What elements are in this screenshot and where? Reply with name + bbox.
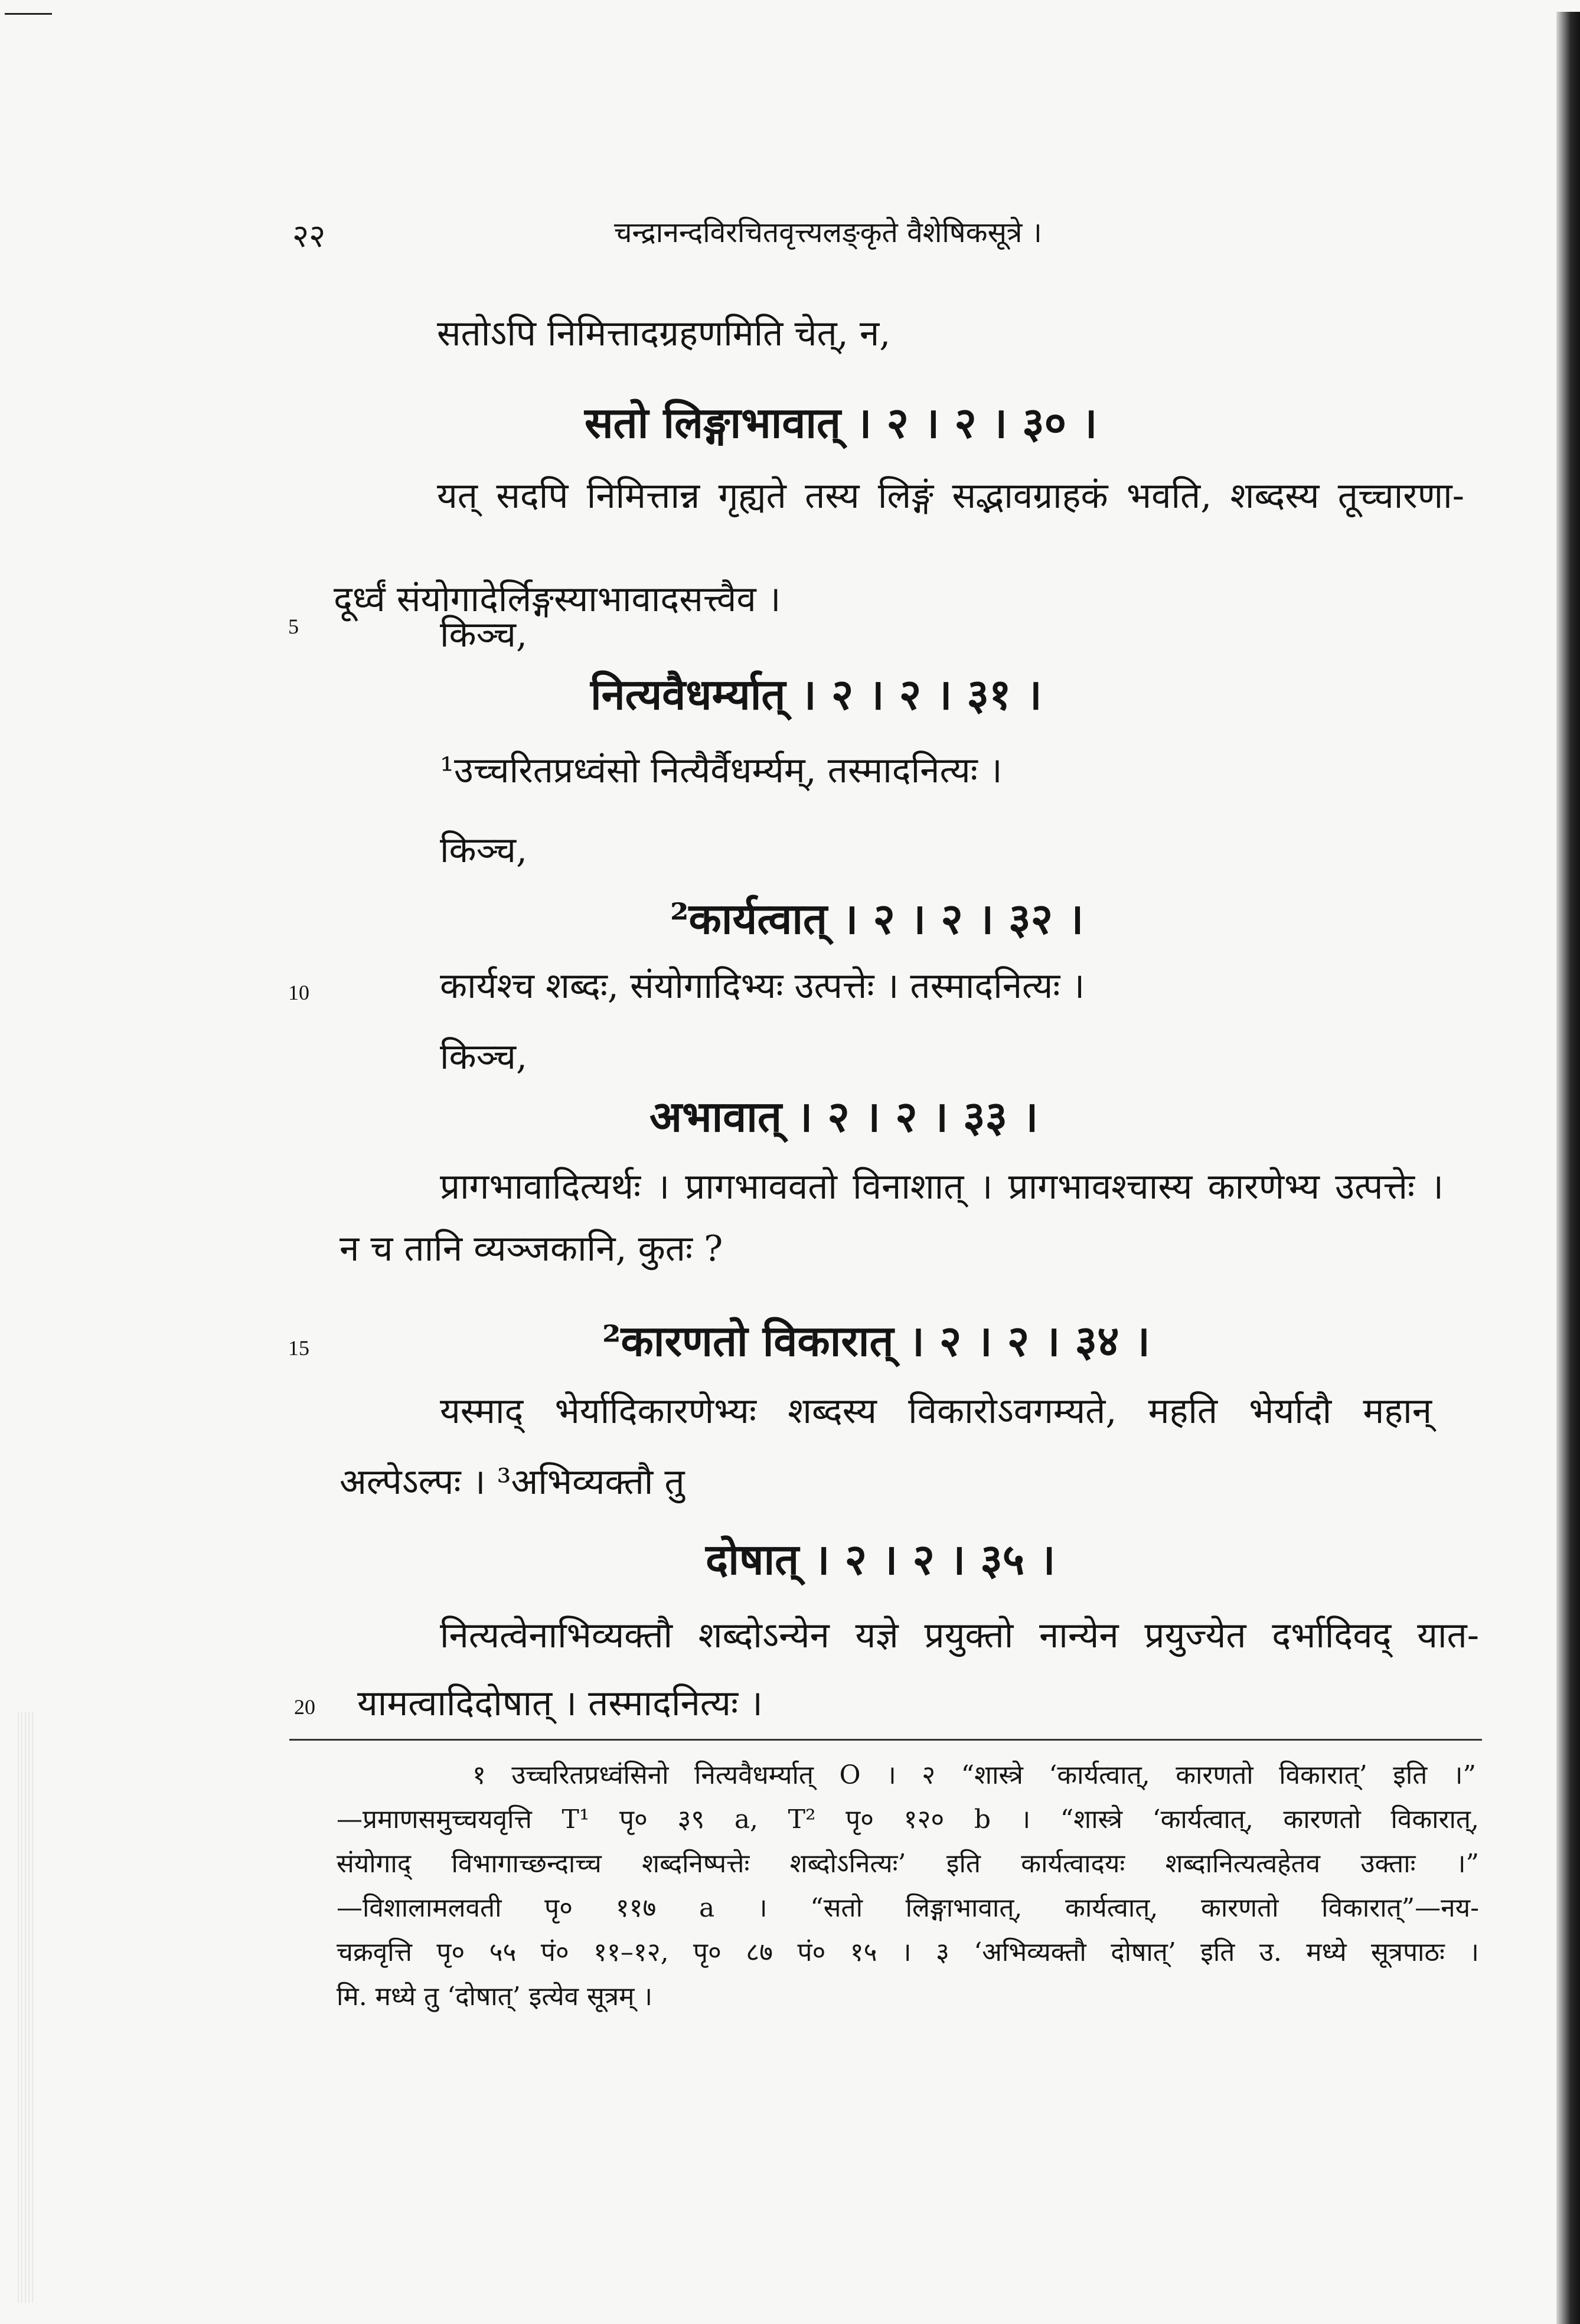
body-line-14: न च तानि व्यञ्जकानि, कुतः ? [339,1228,723,1269]
body-line-11: किञ्च, [440,1036,528,1078]
line-number-5: 5 [288,615,299,638]
body-line-4: दूर्ध्वं संयोगादेर्लिङ्गस्याभावादसत्त्वैव । [334,579,781,620]
sutra-2-2-33: अभावात् । २ । २ । ३३ । [649,1091,1039,1141]
body-line-5: किञ्च, [440,614,528,655]
running-title: चन्द्रानन्दविरचितवृत्त्यलङ्कृते वैशेषिकसूत्रे । [614,216,1042,249]
footnote-line-1: १ उच्चरितप्रध्वंसिनो नित्यवैधर्म्यात् O । २ “शास्त्रे ‘कार्यत्वात्, कारणतो विकारात्’ इति ।” [472,1760,1476,1790]
body-line-19: नित्यत्वेनाभिव्यक्तौ शब्दोऽन्येन यज्ञे प्रयुक्तो नान्येन प्रयुज्येत दर्भादिवद् यात- [440,1615,1479,1656]
body-line-10: कार्यश्च शब्दः, संयोगादिभ्यः उत्पत्तेः । तस्मादनित्यः । [440,965,1085,1007]
sutra-2-2-34: ²कारणतो विकारात् । २ । २ । ३४ । [602,1316,1150,1366]
scan-shadow-edge [1556,12,1580,2324]
body-line-16: यस्माद् भेर्यादिकारणेभ्यः शब्दस्य विकारोऽवगम्यते, महति भेर्यादौ महान् [440,1391,1432,1432]
sutra-2-2-31: नित्यवैधर्म्यात् । २ । २ । ३१ । [590,669,1042,719]
page-number: २२ [292,217,326,254]
scan-mark [5,13,52,15]
line-number-20: 20 [294,1695,315,1719]
footnote-rule [289,1739,1482,1741]
sutra-2-2-35: दोषात् । २ । २ । ३५ । [706,1534,1056,1584]
footnote-line-3: संयोगाद् विभागाच्छन्दाच्च शब्दनिष्पत्तेः शब्दोऽनित्यः’ इति कार्यत्वादयः शब्दानित्यत्वहेतव उक्ताः ।” [337,1849,1479,1879]
sutra-2-2-30: सतो लिङ्गाभावात् । २ । २ । ३० । [585,397,1098,448]
body-line-20: यामत्वादिदोषात् । तस्मादनित्यः । [357,1683,763,1724]
body-line-17: अल्पेऽल्पः । ³अभिव्यक्तौ तु [339,1461,685,1503]
body-line-3: यत् सदपि निमित्तान्न गृह्यते तस्य लिङ्गं सद्भावग्राहकं भवति, शब्दस्य तूच्चारणा- [437,475,1464,517]
sutra-2-2-32: ²कार्यत्वात् । २ । २ । ३२ । [670,893,1084,944]
scan-gutter-texture [18,1712,35,2303]
body-line-13: प्रागभावादित्यर्थः । प्रागभाववतो विनाशात् । प्रागभावश्चास्य कारणेभ्य उत्पत्तेः । [440,1166,1444,1207]
body-line-8: किञ्च, [440,830,528,871]
footnote-line-2: —प्रमाणसमुच्चयवृत्ति T¹ पृ० ३९ a, T² पृ० १२० b । “शास्त्रे ‘कार्यत्वात्, कारणतो विकारात्, [337,1804,1479,1835]
line-number-10: 10 [288,981,309,1004]
footnote-line-6: मि. मध्ये तु ‘दोषात्’ इत्येव सूत्रम् । [337,1982,653,2012]
footnote-line-5: चक्रवृत्ति पृ० ५५ पं० ११–१२, पृ० ८७ पं० १५ । ३ ‘अभिव्यक्तौ दोषात्’ इति उ. मध्ये सूत्रपाठः । [337,1937,1479,1967]
line-number-15: 15 [288,1336,309,1360]
footnote-line-4: —विशालामलवती पृ० ११७ a । “सतो लिङ्गाभावात्, कार्यत्वात्, कारणतो विकारात्”—नय- [337,1893,1479,1923]
body-line-1: सतोऽपि निमित्तादग्रहणमिति चेत्, न, [437,313,891,354]
body-line-7: ¹उच्चरितप्रध्वंसो नित्यैर्वैधर्म्यम्, तस्मादनित्यः । [440,750,1003,791]
